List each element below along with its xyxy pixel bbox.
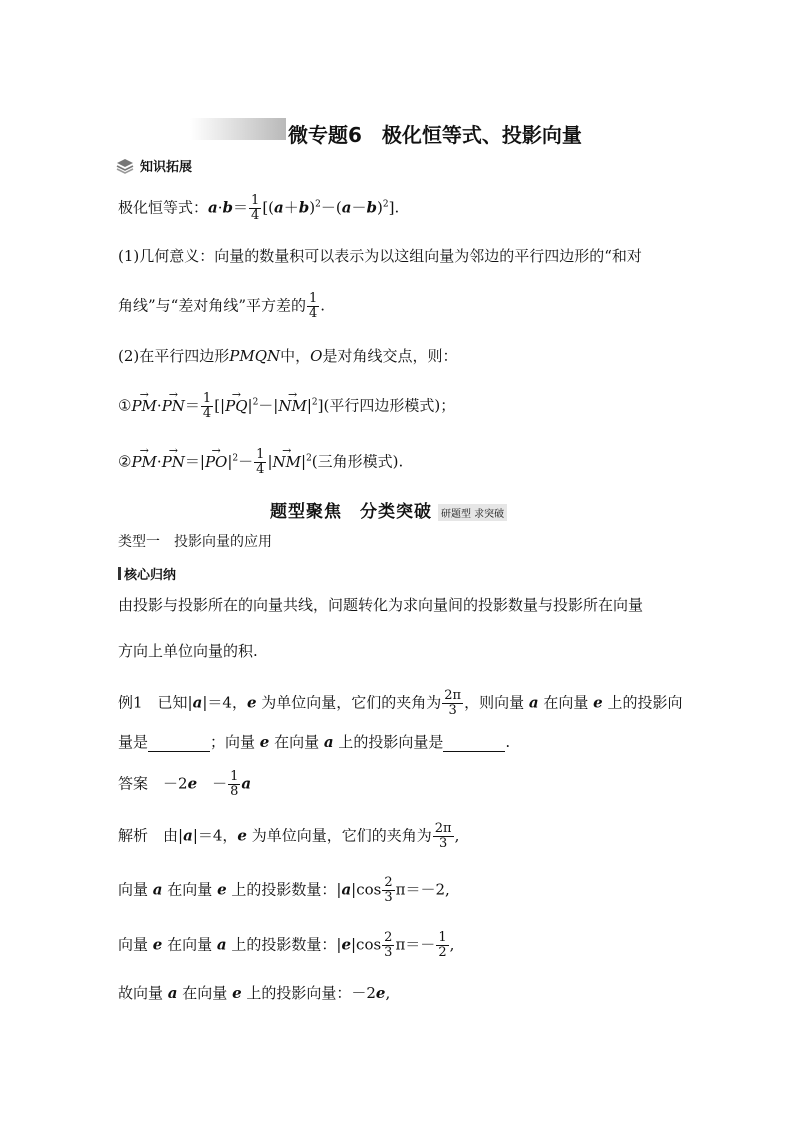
banner-badge: 研题型 求突破 (438, 504, 507, 521)
type-heading: 类型一 投影向量的应用 (118, 534, 272, 550)
page-title: 微专题6 极化恒等式、投影向量 (288, 123, 582, 147)
fraction: $\frac{1}{4}$ (256, 447, 265, 477)
p2-o: O (310, 347, 323, 365)
core-line-1: 由投影与投影所在的向量共线，问题转化为求向量间的投影数量与投影所在向量 (118, 596, 644, 614)
analysis-line-2: 向量 a 在向量 e 上的投影数量：|a|cos $\frac{2}{3}$ π＝－2, (118, 875, 450, 905)
fraction: $\frac{1}{2}$ (438, 930, 447, 960)
fraction: $\frac{1}{4}$ (251, 193, 260, 223)
analysis-line-3: 向量 e 在向量 a 上的投影数量：|e|cos $\frac{2}{3}$ π＝－ $\frac{1}{2}$ , (118, 930, 455, 960)
mode1-formula: ①→ PM·→ PN＝ $\frac{1}{4}$ [|→ $PQ|^2-|\to NM|^2$](平行四边形模式)； (118, 392, 455, 421)
fraction: $\frac{2}{3}$ (384, 930, 393, 960)
p2-text-a: (2)在平行四边形 (118, 347, 230, 365)
meaning-text: 角线”与“差对角线”平方差的 (118, 296, 307, 315)
analysis-line-4: 故向量 a 在向量 e 上的投影向量：－2e, (118, 984, 391, 1002)
fraction: $\frac{1}{4}$ (309, 291, 318, 321)
fraction: $\frac{1}{8}$ (230, 769, 239, 799)
identity-label: 极化恒等式： (118, 198, 209, 217)
core-heading: 核心归纳 (124, 568, 177, 583)
answer-blank-1[interactable] (148, 736, 210, 752)
meaning-line-1: (1)几何意义：向量的数量积可以表示为以这组向量为邻边的平行四边形的“和对 (118, 247, 642, 265)
meaning-line-2: 角线”与“差对角线”平方差的 $\frac{1}{4}$ . (118, 291, 326, 321)
analysis-line-1: 解析 由|a|＝4，e 为单位向量，它们的夹角为 $\frac{2\pi}{3}$ , (118, 821, 460, 851)
fraction: $\frac{2\pi}{3}$ (434, 821, 452, 851)
p2-text-b: 中， (280, 347, 311, 365)
fraction: $\frac{2\pi}{3}$ (444, 688, 462, 718)
core-marker (118, 567, 121, 580)
parallelogram-line (118, 346, 457, 366)
p2-pmqn: PMQN (229, 347, 281, 365)
core-line-2: 方向上单位向量的积. (118, 642, 258, 660)
mode2-formula: ②→ $PM\cdot\to PN=|\to PO|^2-$ $\frac{1}{4}$ |→ $NM|^2$(三角形模式). (118, 448, 403, 477)
section-banner (270, 497, 507, 522)
analysis-label: 解析 (118, 826, 149, 845)
p2-text-c: 是对角线交点，则： (322, 347, 458, 365)
mode1-label: (平行四边形模式)； (323, 396, 456, 415)
layers-icon (116, 158, 134, 174)
banner-text: 题型聚焦 分类突破 (270, 502, 432, 522)
mode2-label: (三角形模式). (311, 452, 404, 471)
title-decoration (190, 118, 286, 140)
answer-line: 答案 －2e － $\frac{1}{8}$ a (118, 769, 252, 799)
section-heading: 知识拓展 (140, 160, 193, 175)
answer-label: 答案 (118, 774, 149, 793)
answer-blank-2[interactable] (443, 736, 505, 752)
example-label: 例1 (118, 693, 143, 712)
identity-line: 极化恒等式：a·b＝ $\frac{1}{4}$ $[(a+b)^2-(a-b)^2]$. (118, 193, 400, 223)
example-line-2: 量是 ；向量 e 在向量 a 上的投影向量是 . (118, 733, 511, 751)
example-line-1: 例1 已知|a|＝4，e 为单位向量，它们的夹角为 $\frac{2\pi}{3}$ ，则向量 a 在向量 e 上的投影向 (118, 688, 683, 718)
fraction: $\frac{1}{4}$ (202, 391, 212, 421)
fraction: $\frac{2}{3}$ (384, 875, 393, 905)
